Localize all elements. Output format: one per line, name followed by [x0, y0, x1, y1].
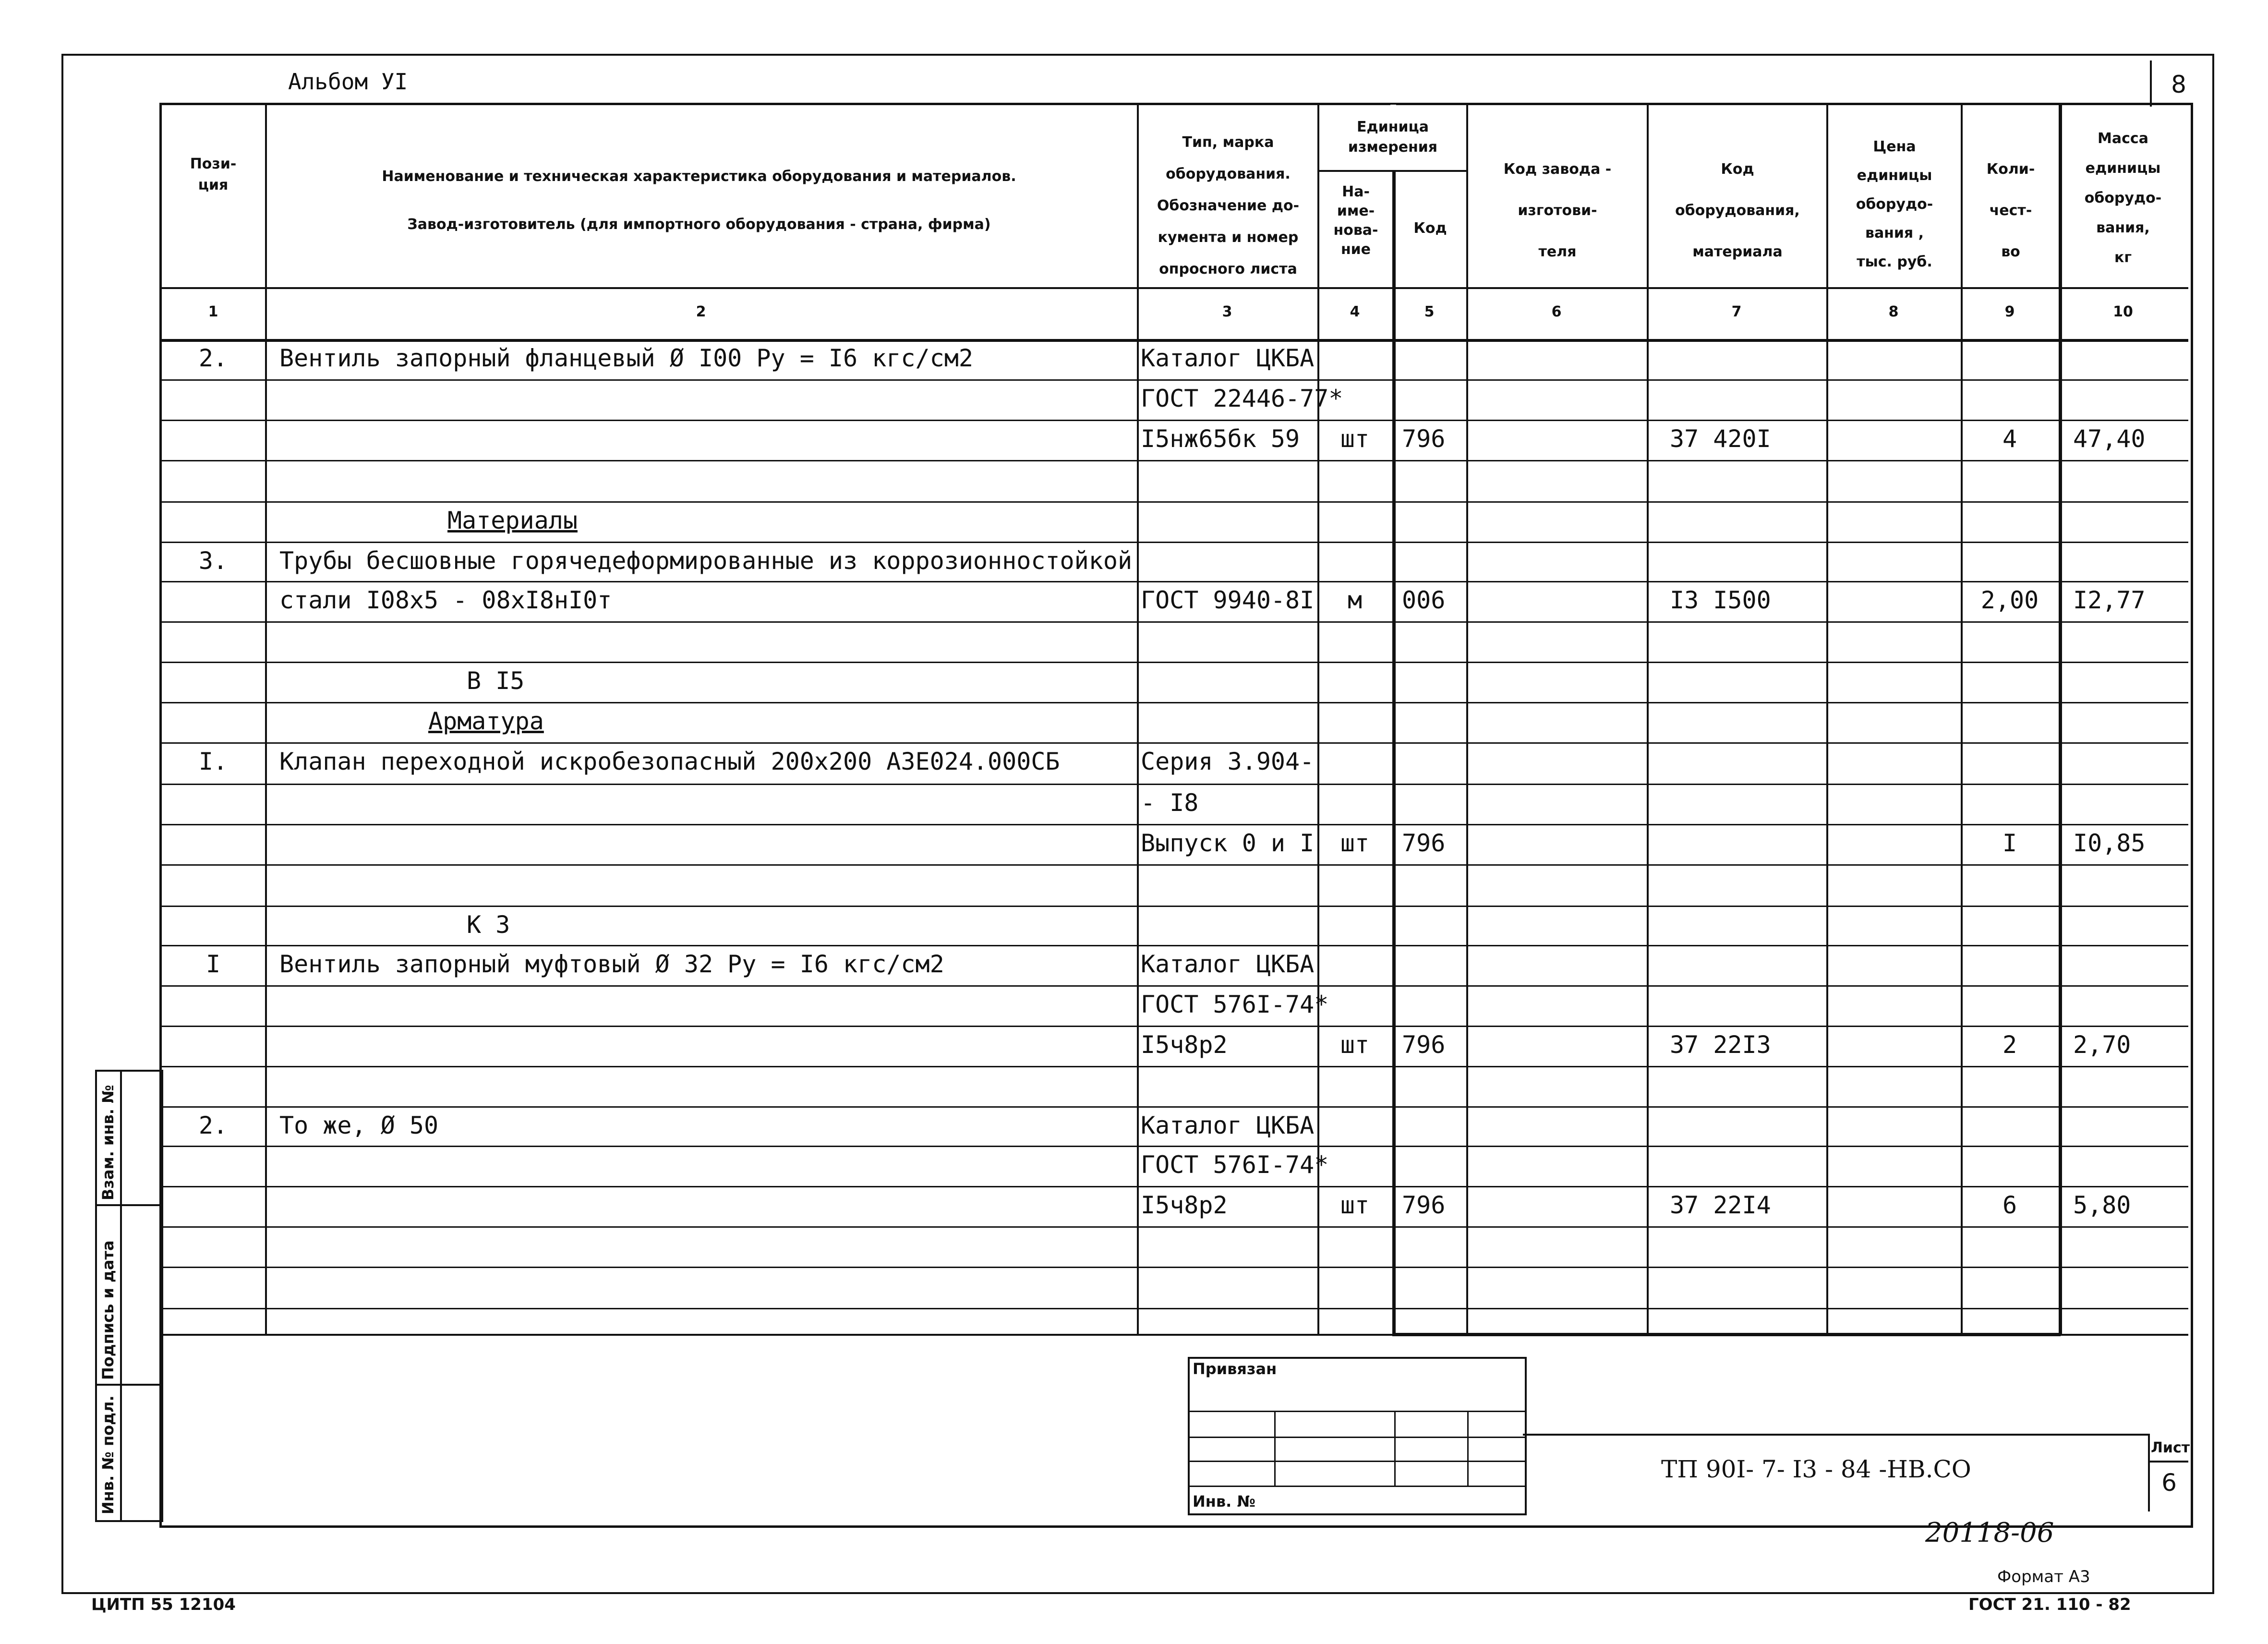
row-equip-code: 37 420I: [1670, 425, 1771, 453]
side-divider-v: [120, 1070, 122, 1520]
row-mass: I2,77: [2073, 586, 2146, 614]
side-divider-2: [95, 1384, 161, 1386]
stamp-doc-code: ТП 90I- 7- I3 - 84 -НВ.СО: [1661, 1455, 1971, 1483]
row-name: Вентиль запорный муфтовый Ø 32 Ру = I6 кгс/см2: [279, 950, 944, 978]
row-line: [161, 1146, 2188, 1147]
row-name: Вентиль запорный фланцевый Ø I00 Ру = I6 кгс/см2: [279, 344, 973, 372]
header-unit-code: Код: [1413, 220, 1447, 237]
row-line: [161, 379, 2188, 381]
row-position: 2.: [198, 344, 228, 372]
row-type: Выпуск 0 и I: [1141, 829, 1315, 857]
row-line: [161, 621, 2188, 623]
row-line: [161, 864, 2188, 866]
stamp-list-divider: [2148, 1461, 2188, 1463]
row-unit-name: шт: [1340, 425, 1370, 453]
row-name: К 3: [467, 911, 510, 939]
row-position: 2.: [198, 1112, 228, 1139]
header-unit-name: На- име- нова- ние: [1333, 183, 1378, 258]
row-line: [161, 1267, 2188, 1268]
row-line: [161, 581, 2188, 582]
row-line: [161, 420, 2188, 421]
column-number-7: 7: [1731, 303, 1742, 320]
row-line: [161, 501, 2188, 503]
side-label-vzam: Взам. инв. №: [99, 1085, 117, 1200]
row-mass: 47,40: [2073, 425, 2146, 453]
column-number-5: 5: [1424, 303, 1435, 320]
row-type: I5нж65бк 59: [1141, 425, 1300, 453]
row-mass: I0,85: [2073, 829, 2146, 857]
handwritten-number: 20118-06: [1925, 1517, 2054, 1548]
row-unit-code: 796: [1402, 829, 1446, 857]
row-line: [161, 742, 2188, 744]
row-type: Каталог ЦКБА: [1141, 1112, 1315, 1139]
row-name: В I5: [467, 667, 525, 695]
row-equip-code: I3 I500: [1670, 586, 1771, 614]
row-unit-code: 796: [1402, 1191, 1446, 1219]
row-type: I5ч8р2: [1141, 1191, 1228, 1219]
side-label-podpis: Подпись и дата: [99, 1240, 117, 1380]
header-bottom-line: [161, 287, 2188, 289]
header-mass: Масса единицы оборудо- вания, кг: [2084, 130, 2162, 266]
row-unit-name: шт: [1340, 829, 1370, 857]
row-position: I.: [198, 748, 228, 775]
header-unit: Единица измерения: [1348, 119, 1438, 156]
row-unit-code: 796: [1402, 425, 1446, 453]
footer-format: Формат А3: [1997, 1567, 2090, 1586]
column-number-3: 3: [1222, 303, 1232, 320]
stamp-inv-label: Инв. №: [1193, 1492, 1255, 1511]
footer-left: ЦИТП 55 12104: [91, 1595, 236, 1614]
row-line: [161, 945, 2188, 946]
row-line: [161, 542, 2188, 543]
column-number-9: 9: [2004, 303, 2015, 320]
row-unit-code: 006: [1402, 586, 1446, 614]
column-number-1: 1: [208, 303, 218, 320]
row-type: I5ч8р2: [1141, 1031, 1228, 1059]
row-type: Каталог ЦКБА: [1141, 950, 1315, 978]
stamp-col-line: [1274, 1411, 1276, 1486]
bold-block-bottom: [1392, 1333, 2061, 1336]
row-line: [161, 1186, 2188, 1187]
column-number-6: 6: [1551, 303, 1562, 320]
row-equip-code: 37 22I4: [1670, 1191, 1771, 1219]
column-number-10: 10: [2113, 303, 2133, 320]
row-name: Материалы: [447, 507, 578, 534]
header-factory-code: Код завода - изготови- теля: [1503, 161, 1612, 260]
row-line: [161, 1066, 2188, 1067]
header-price: Цена единицы оборудо- вания , тыс. руб.: [1856, 138, 1933, 270]
stamp-list-label: Лист: [2151, 1439, 2190, 1456]
column-number-4: 4: [1350, 303, 1360, 320]
row-line: [161, 1026, 2188, 1027]
stamp-row-line: [1188, 1461, 1525, 1462]
row-position: I: [205, 950, 221, 978]
stamp-row-line: [1188, 1486, 1525, 1487]
stamp-title-top: [1523, 1434, 2149, 1436]
row-mass: 5,80: [2073, 1191, 2131, 1219]
header-qty: Коли- чест- во: [1986, 161, 2035, 260]
row-line: [161, 985, 2188, 987]
stamp-list-number: 6: [2161, 1469, 2177, 1497]
album-title: Альбом УI: [288, 69, 408, 95]
stamp-row-line: [1188, 1437, 1525, 1438]
row-name: стали I08х5 - 08хI8нI0т: [279, 586, 612, 614]
side-divider-1: [95, 1204, 161, 1206]
page-corner-number: 8: [2171, 71, 2186, 98]
stamp-col-line: [1467, 1411, 1469, 1486]
row-line: [161, 784, 2188, 785]
row-line: [161, 824, 2188, 825]
stamp-row-line: [1188, 1411, 1525, 1412]
stamp-privyazan-label: Привязан: [1193, 1360, 1277, 1378]
row-qty: 2: [2002, 1031, 2017, 1059]
row-name: То же, Ø 50: [279, 1112, 439, 1139]
row-unit-name: шт: [1340, 1191, 1370, 1219]
row-type: - I8: [1141, 789, 1199, 817]
row-type: ГОСТ 9940-8I: [1141, 586, 1315, 614]
row-line: [161, 1226, 2188, 1228]
header-type: Тип, марка оборудования. Обозначение до- кумента и номер опросного листа: [1157, 134, 1300, 278]
row-equip-code: 37 22I3: [1670, 1031, 1771, 1059]
row-name: Арматура: [428, 707, 544, 735]
row-position: 3.: [198, 547, 228, 575]
row-line: [161, 702, 2188, 703]
row-type: Каталог ЦКБА: [1141, 344, 1315, 372]
row-qty: I: [2002, 829, 2017, 857]
row-line: [161, 1308, 2188, 1309]
row-qty: 2,00: [1980, 586, 2039, 614]
row-line: [161, 662, 2188, 663]
row-qty: 4: [2002, 425, 2017, 453]
column-number-8: 8: [1888, 303, 1899, 320]
column-number-2: 2: [696, 303, 706, 320]
colnum-bottom-line: [161, 339, 2188, 342]
row-name: Клапан переходной искробезопасный 200х200 АЗЕ024.000СБ: [279, 748, 1060, 775]
row-unit-code: 796: [1402, 1031, 1446, 1059]
row-type: ГОСТ 22446-77*: [1141, 385, 1343, 412]
row-type: ГОСТ 576I-74*: [1141, 1151, 1329, 1179]
row-unit-name: шт: [1340, 1031, 1370, 1059]
stamp-privyazan-box: [1188, 1357, 1527, 1515]
side-label-inv: Инв. № подл.: [99, 1395, 117, 1514]
row-line: [161, 460, 2188, 461]
unit-subheader-line: [1317, 170, 1466, 172]
row-name: Трубы бесшовные горячедеформированные из коррозионностойкой: [279, 547, 1133, 575]
row-mass: 2,70: [2073, 1031, 2131, 1059]
header-name: Наименование и техническая характеристика оборудования и материалов. Завод-изготовитель (для импортного оборудования - страна, фирма): [382, 168, 1016, 233]
footer-gost: ГОСТ 21. 110 - 82: [1968, 1595, 2131, 1614]
stamp-col-line: [1394, 1411, 1396, 1486]
row-type: ГОСТ 576I-74*: [1141, 991, 1329, 1018]
row-line: [161, 1106, 2188, 1108]
header-equip-code: Код оборудования, материала: [1675, 161, 1800, 260]
row-qty: 6: [2002, 1191, 2017, 1219]
row-line: [161, 906, 2188, 907]
row-unit-name: м: [1347, 586, 1363, 614]
row-type: Серия 3.904-: [1141, 748, 1315, 775]
header-pos: Пози- ция: [190, 156, 237, 193]
